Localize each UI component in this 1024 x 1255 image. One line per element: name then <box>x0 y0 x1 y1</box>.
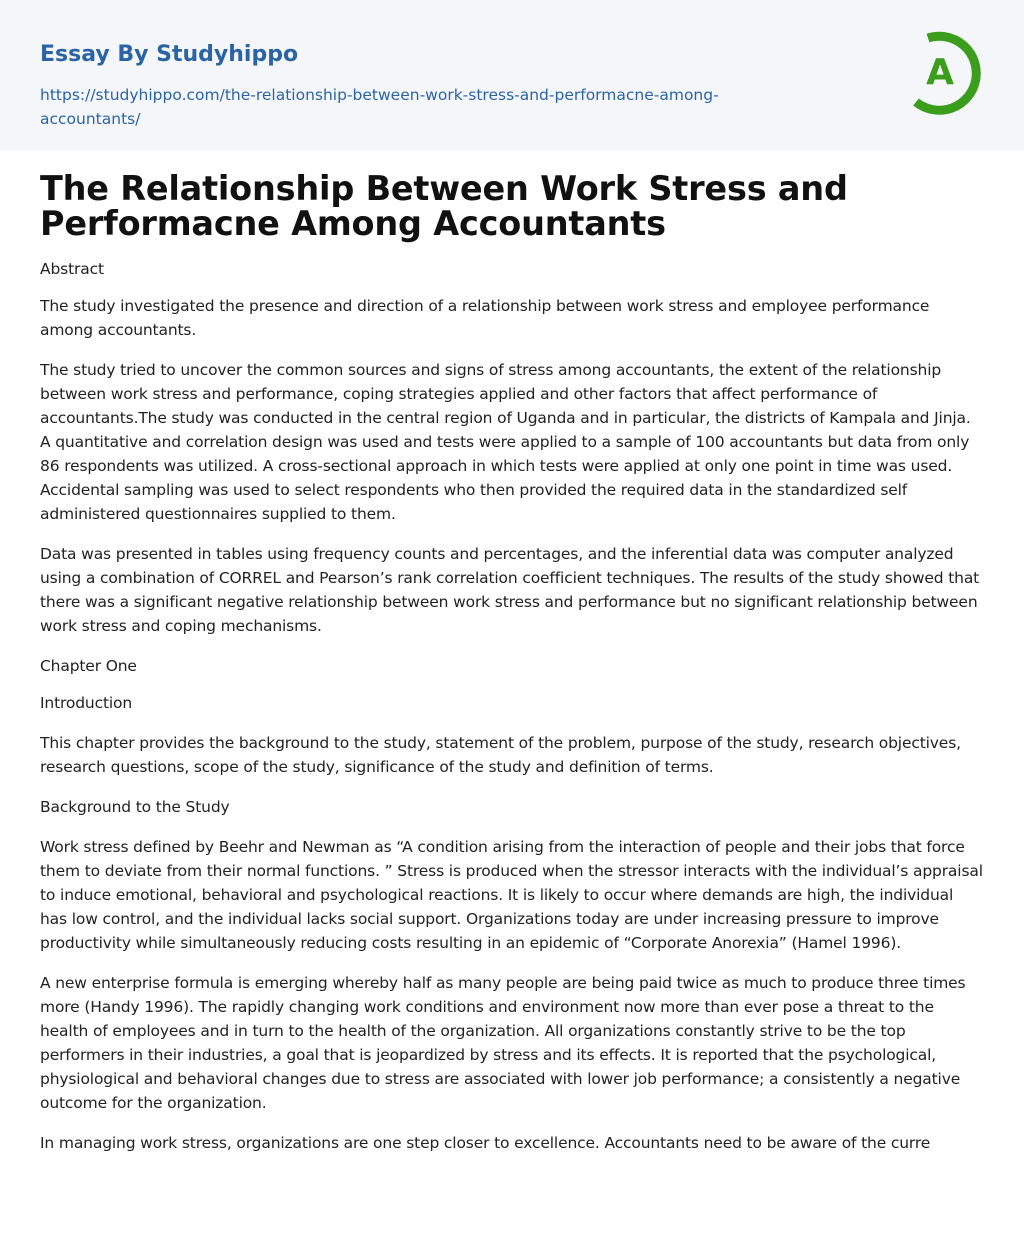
studyhippo-logo-icon[interactable] <box>904 28 988 116</box>
paragraph-abstract-1: The study investigated the presence and direction of a relationship between work stress and employee performance among accountants. <box>40 297 930 339</box>
paragraph-abstract-3: Data was presented in tables using frequency counts and percentages, and the inferential data was computer analyzed using a combination of CORREL and Pearson’s rank correlation coefficient techniques. The results of the study showed that there was a significant negative relationship between work stress and performance but no significant relationship between work stress and coping mechanisms. <box>40 545 980 635</box>
logo-letter: A <box>926 52 954 93</box>
paragraph-background-1: Work stress defined by Beehr and Newman as “A condition arising from the interaction of people and their jobs that force them to deviate from their normal functions. ” Stress is produced when the stressor interacts with the individual’s appraisal to induce emotional, behavioral and psychological reactions. It is likely to occur where demands are high, the individual has low control, and the individual lacks social support. Organizations today are under increasing pressure to improve productivity while simultaneously reducing costs resulting in an epidemic of “Corporate Anorexia” (Hamel 1996). <box>40 838 983 952</box>
article-title: The Relationship Between Work Stress and Performacne Among Accountants <box>40 169 848 243</box>
section-label-abstract: Abstract <box>40 260 104 278</box>
article-body <box>0 171 1024 1155</box>
paragraph-background-3: In managing work stress, organizations are one step closer to excellence. Accountants need to be aware of the curre <box>40 1134 931 1152</box>
paragraph-background-2: A new enterprise formula is emerging whereby half as many people are being paid twice as much to produce three times more (Handy 1996). The rapidly changing work conditions and environment now more than ever pose a threat to the health of employees and in turn to the health of the organization. All organizations constantly strive to be the top performers in their industries, a goal that is jeopardized by stress and its effects. It is reported that the psychological, physiological and behavioral changes due to stress are associated with lower job performance; a consistently a negative outcome for the organization. <box>40 974 966 1112</box>
essay-url-link[interactable]: https://studyhippo.com/the-relationship-between-work-stress-and-performacne-among-accountants/ <box>40 86 719 128</box>
site-header <box>0 0 1024 151</box>
heading-chapter-one: Chapter One <box>40 657 137 675</box>
paragraph-introduction: This chapter provides the background to the study, statement of the problem, purpose of the study, research objectives, research questions, scope of the study, significance of the study and definition of terms. <box>40 734 961 776</box>
site-brand[interactable]: Essay By Studyhippo <box>40 42 299 67</box>
heading-background: Background to the Study <box>40 798 230 816</box>
paragraph-abstract-2: The study tried to uncover the common sources and signs of stress among accountants, the extent of the relationship between work stress and performance, coping strategies applied and other factors that affect performance of accountants.The study was conducted in the central region of Uganda and in particular, the districts of Kampala and Jinja. A quantitative and correlation design was used and tests were applied to a sample of 100 accountants but data from only 86 respondents was utilized. A cross-sectional approach in which tests were applied at only one point in time was used. Accidental sampling was used to select respondents who then provided the required data in the standardized self administered questionnaires supplied to them. <box>40 361 971 523</box>
heading-introduction: Introduction <box>40 694 133 712</box>
